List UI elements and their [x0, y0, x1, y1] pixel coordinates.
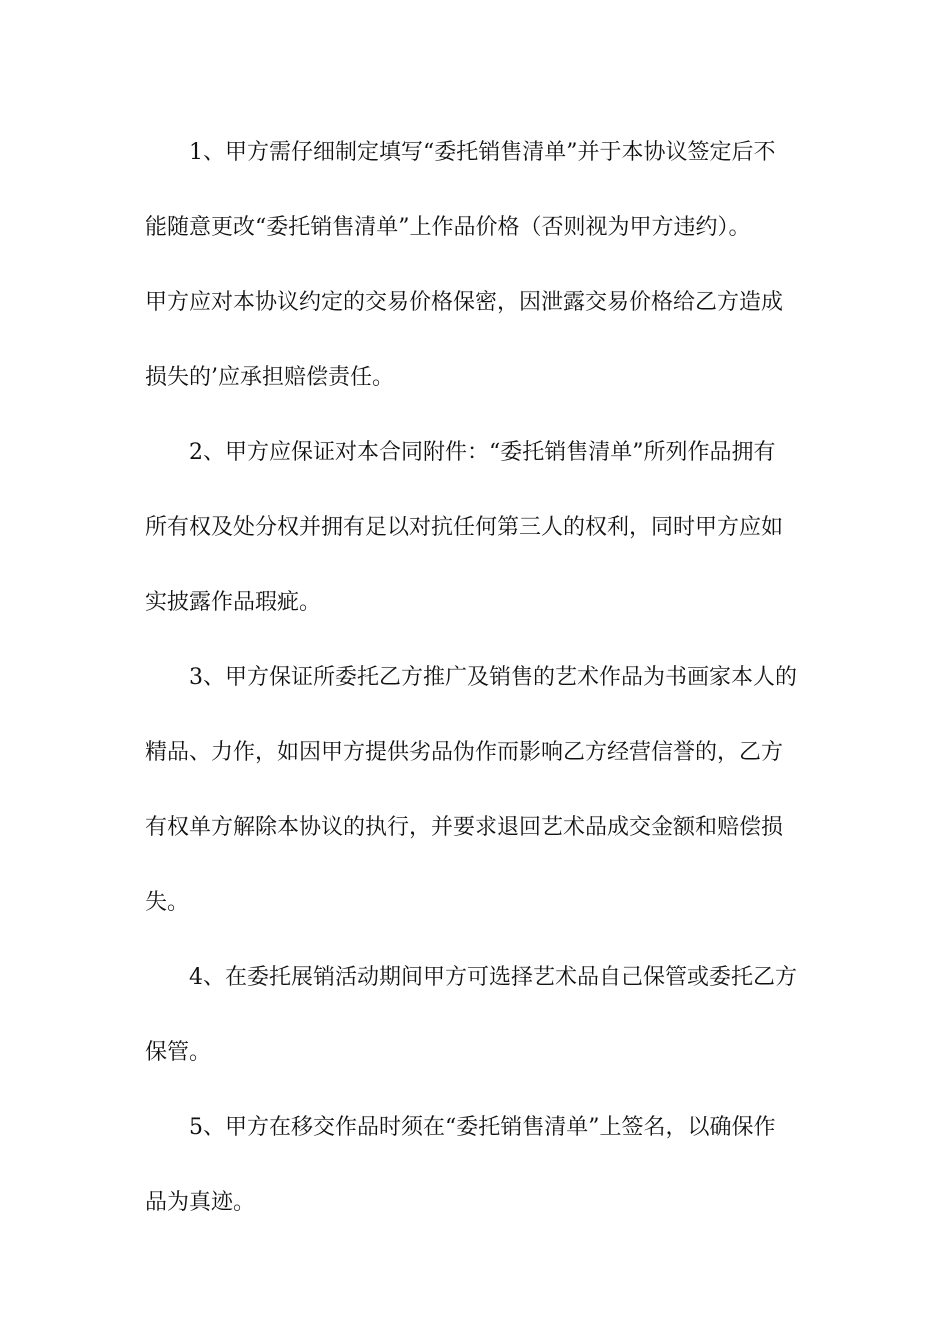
- clause-2-line-2: 所有权及处分权并拥有足以对抗任何第三人的权利，同时甲方应如: [145, 515, 784, 540]
- clause-1-line-1: 1、甲方需仔细制定填写“委托销售清单”并于本协议签定后不: [189, 140, 776, 165]
- clause-3-line-2: 精品、力作，如因甲方提供劣品伪作而影响乙方经营信誉的，乙方: [145, 740, 784, 765]
- document-body: [145, 130, 805, 1255]
- clause-1-line-3: 甲方应对本协议约定的交易价格保密，因泄露交易价格给乙方造成: [145, 290, 784, 315]
- clause-3-line-3: 有权单方解除本协议的执行，并要求退回艺术品成交金额和赔偿损: [145, 815, 784, 840]
- clause-4-line-1: 4、在委托展销活动期间甲方可选择艺术品自己保管或委托乙方: [189, 965, 797, 990]
- clause-2-line-1: 2、甲方应保证对本合同附件：“委托销售清单”所列作品拥有: [189, 440, 776, 465]
- clause-1-line-4: 损失的’应承担赔偿责任。: [145, 365, 394, 390]
- clause-5-line-1: 5、甲方在移交作品时须在“委托销售清单”上签名，以确保作: [189, 1115, 776, 1140]
- clause-2-line-3: 实披露作品瑕疵。: [145, 590, 322, 615]
- clause-4-line-2: 保管。: [145, 1040, 212, 1065]
- clause-3-line-4: 失。: [145, 890, 190, 915]
- clause-1-line-2: 能随意更改“委托销售清单”上作品价格（否则视为甲方违约）。: [145, 215, 751, 240]
- clause-5-line-2: 品为真迹。: [145, 1190, 256, 1215]
- clause-3-line-1: 3、甲方保证所委托乙方推广及销售的艺术作品为书画家本人的: [189, 665, 797, 690]
